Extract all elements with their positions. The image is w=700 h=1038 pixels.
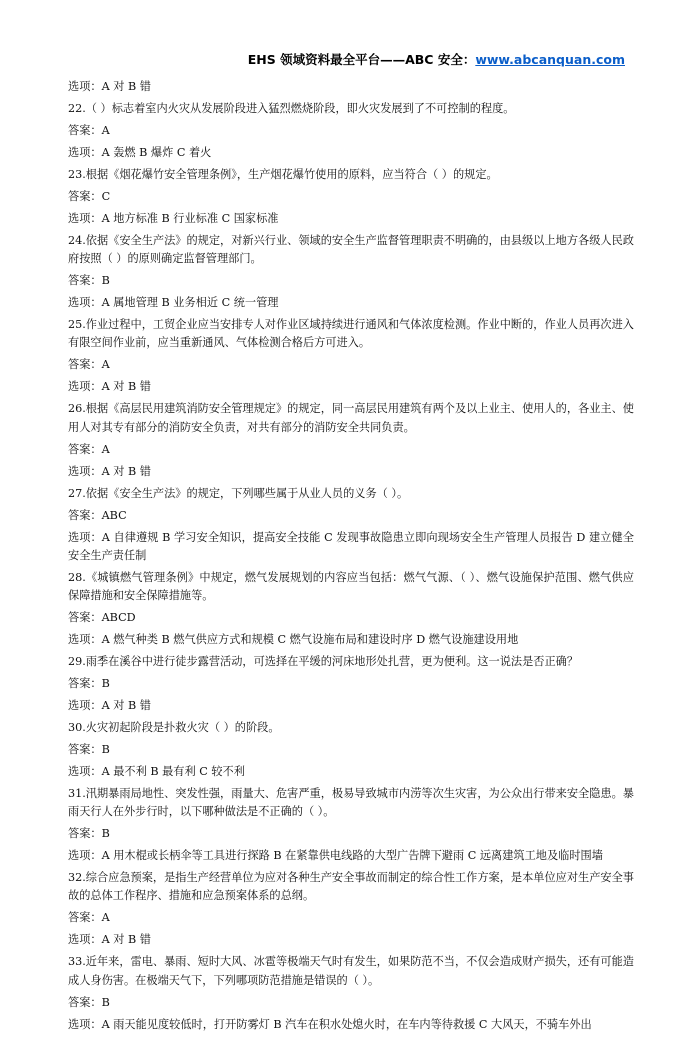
text-line: 32.综合应急预案，是指生产经营单位为应对各种生产安全事故而制定的综合性工作方案，是本单位应对生产安全事故的总体工作程序、措施和应急预案体系的总纲。 xyxy=(68,871,634,903)
text-line: 选项：A 用木棍或长柄伞等工具进行探路 B 在紧靠供电线路的大型广告牌下避雨 C 远离建筑工地及临时围墙 xyxy=(68,849,603,863)
text-line: 选项：A 对 B 错 xyxy=(68,464,151,478)
text-line: 选项：A 对 B 错 xyxy=(68,380,151,394)
text-line: 选项：A 对 B 错 xyxy=(68,699,151,713)
text-line: 答案：B xyxy=(68,677,110,691)
text-line: 答案：A xyxy=(68,124,110,137)
text-line: 答案：B xyxy=(68,995,110,1009)
text-line: 31.汛期暴雨局地性、突发性强，雨量大、危害严重，极易导致城市内涝等次生灾害，为公众出行带来安全隐患。暴雨天行人在外步行时，以下哪种做法是不正确的（ ）。 xyxy=(68,787,634,819)
text-line: 选项：A 自律遵规 B 学习安全知识，提高安全技能 C 发现事故隐患立即向现场安全生产管理人员报告 D 建立健全安全生产责任制 xyxy=(68,530,634,562)
text-line: 25.作业过程中，工贸企业应当安排专人对作业区域持续进行通风和气体浓度检测。作业中断的，作业人员再次进入有限空间作业前，应当重新通风、气体检测合格后方可进入。 xyxy=(68,318,634,350)
text-line: 33.近年来，雷电、暴雨、短时大风、冰雹等极端天气时有发生，如果防范不当，不仅会造成财产损失，还有可能造成人身伤害。在极端天气下，下列哪项防范措施是错误的（ ）。 xyxy=(68,955,634,987)
text-line: 答案：B xyxy=(68,827,110,841)
text-line: 答案：A xyxy=(68,442,110,456)
text-line: 22.（ ）标志着室内火灾从发展阶段进入猛烈燃烧阶段，即火灾发展到了不可控制的程度。 xyxy=(68,102,515,115)
text-line: 答案：B xyxy=(68,743,110,757)
text-line: 答案：ABCD xyxy=(68,611,136,625)
text-line: 选项：A 属地管理 B 业务相近 C 统一管理 xyxy=(68,296,279,310)
text-line: 30.火灾初起阶段是扑救火灾（ ）的阶段。 xyxy=(68,721,280,735)
page-header xyxy=(248,50,625,68)
text-line: 选项：A 燃气种类 B 燃气供应方式和规模 C 燃气设施布局和建设时序 D 燃气设施建设用地 xyxy=(68,633,519,647)
text-line: 29.雨季在溪谷中进行徒步露营活动，可选择在平缓的河床地形处扎营，更为便利。这一说法是否正确？ xyxy=(68,655,579,669)
text-line: 选项：A 雨天能见度较低时，打开防雾灯 B 汽车在积水处熄火时，在车内等待救援 C 大风天，不骑车外出 xyxy=(68,1017,592,1031)
text-line: 选项：A 地方标准 B 行业标准 C 国家标准 xyxy=(68,212,279,225)
text-line: 28.《城镇燃气管理条例》中规定，燃气发展规划的内容应当包括：燃气气源、（ ）、燃气设施保护范围、燃气供应保障措施和安全保障措施等。 xyxy=(68,570,634,603)
text-line: 答案：A xyxy=(68,358,110,372)
text-line: 答案：C xyxy=(68,190,111,203)
text-line: 24.依据《安全生产法》的规定，对新兴行业、领域的安全生产监督管理职责不明确的，由县级以上地方各级人民政府按照（ ）的原则确定监督管理部门。 xyxy=(68,234,634,266)
text-line: 选项：A 对 B 错 xyxy=(68,933,151,947)
text-line: 答案：A xyxy=(68,911,110,925)
text-line: 26.根据《高层民用建筑消防安全管理规定》的规定，同一高层民用建筑有两个及以上业主、使用人的，各业主、使用人对其专有部分的消防安全负责，对共有部分的消防安全共同负责。 xyxy=(68,402,634,434)
header-title: EHS 领域资料最全平台——ABC 安全： xyxy=(247,52,476,67)
text-line: 选项：A 对 B 错 xyxy=(68,80,151,93)
text-line: 选项：A 最不利 B 最有利 C 较不利 xyxy=(68,765,245,779)
text-line: 27.依据《安全生产法》的规定，下列哪些属于从业人员的义务（ ）。 xyxy=(68,486,409,500)
text-line: 选项：A 轰燃 B 爆炸 C 着火 xyxy=(68,146,212,159)
document-body xyxy=(68,78,634,1038)
text-line: 答案：ABC xyxy=(68,508,127,522)
text-line: 答案：B xyxy=(68,274,110,288)
text-line: 23.根据《烟花爆竹安全管理条例》，生产烟花爆竹使用的原料，应当符合（ ）的规定。 xyxy=(68,168,498,181)
header-link[interactable]: www.abcanquan.com xyxy=(475,52,625,67)
